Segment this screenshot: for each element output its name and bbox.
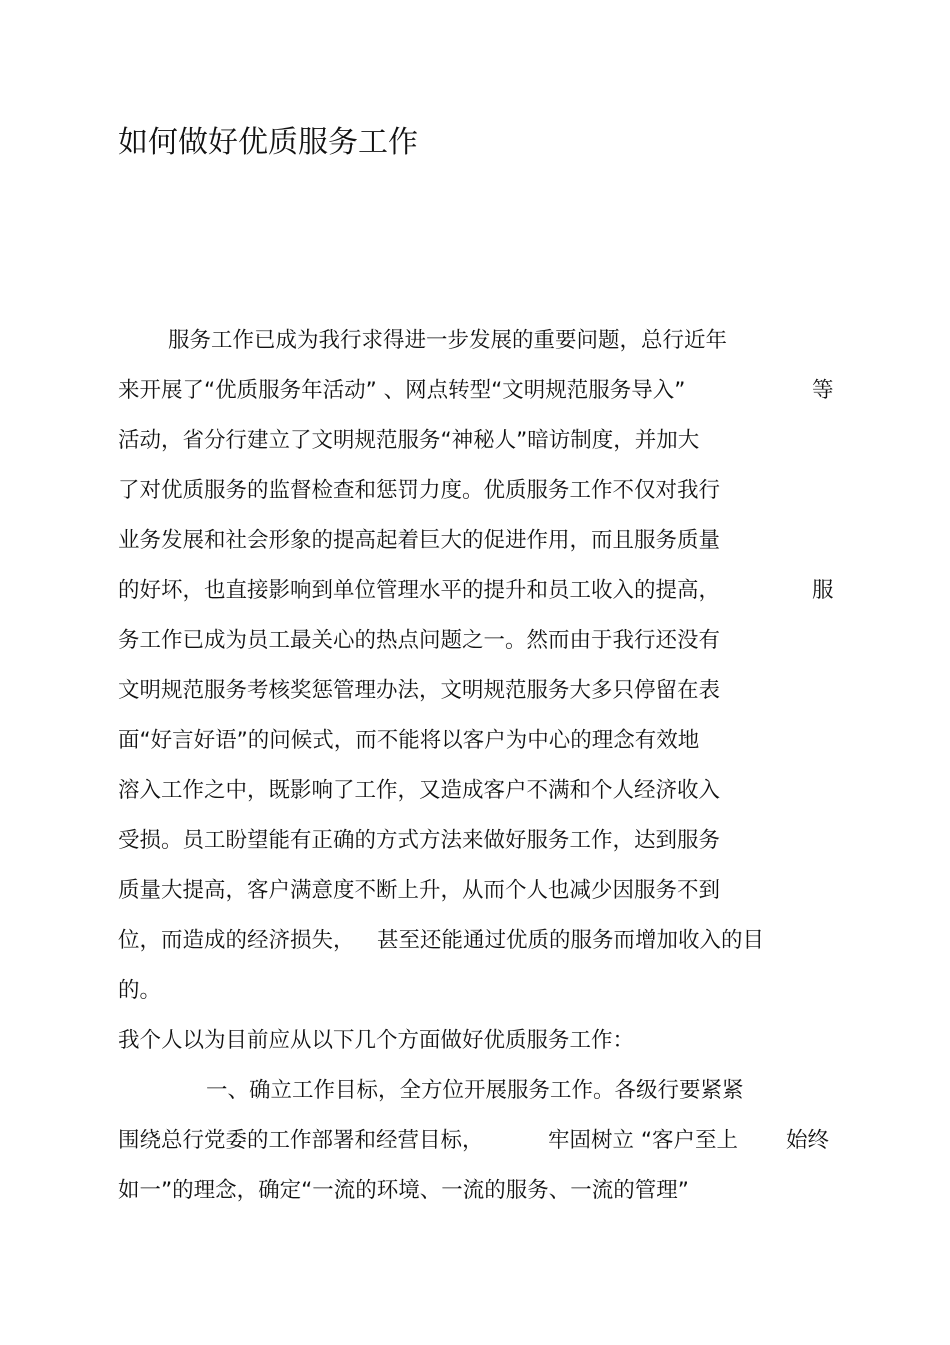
paragraph-line: 服务工作已成为我行求得进一步发展的重要问题，总行近年 (168, 328, 728, 353)
paragraph-line: 位，而造成的经济损失， (118, 928, 355, 953)
document-title: 如何做好优质服务工作 (118, 125, 418, 160)
paragraph-line: 业务发展和社会形象的提高起着巨大的促进作用，而且服务质量 (118, 528, 721, 553)
paragraph-line: 我个人以为目前应从以下几个方面做好优质服务工作： (118, 1028, 635, 1053)
paragraph-line: 一、确立工作目标，全方位开展服务工作。各级行要紧紧 (206, 1078, 744, 1103)
paragraph-line: 的。 (118, 978, 162, 1003)
paragraph-line: 受损。员工盼望能有正确的方式方法来做好服务工作，达到服务 (118, 828, 721, 853)
paragraph-line: 溶入工作之中，既影响了工作，又造成客户不满和个人经济收入 (118, 778, 721, 803)
paragraph-line: 等 (812, 378, 834, 403)
paragraph-line: 质量大提高，客户满意度不断上升，从而个人也减少因服务不到 (118, 878, 721, 903)
paragraph-line: 如一”的理念，确定“一流的环境、一流的服务、一流的管理” (118, 1178, 689, 1203)
paragraph-line: 服 (812, 578, 834, 603)
paragraph-line: 的好坏，也直接影响到单位管理水平的提升和员工收入的提高， (118, 578, 721, 603)
paragraph-line: 面“好言好语”的问候式，而不能将以客户为中心的理念有效地 (118, 728, 700, 753)
paragraph-line: 务工作已成为员工最关心的热点问题之一。然而由于我行还没有 (118, 628, 721, 653)
paragraph-line: 牢固树立 “客户至上 (548, 1128, 738, 1153)
paragraph-line: 始终 (786, 1128, 830, 1153)
paragraph-line: 围绕总行党委的工作部署和经营目标， (118, 1128, 484, 1153)
paragraph-line: 活动，省分行建立了文明规范服务“神秘人”暗访制度，并加大 (118, 428, 700, 453)
paragraph-line: 来开展了“优质服务年活动” 、网点转型“文明规范服务导入” (118, 378, 686, 403)
paragraph-line: 文明规范服务考核奖惩管理办法，文明规范服务大多只停留在表 (118, 678, 721, 703)
paragraph-line: 了对优质服务的监督检查和惩罚力度。优质服务工作不仅对我行 (118, 478, 721, 503)
paragraph-line: 甚至还能通过优质的服务而增加收入的目 (377, 928, 765, 953)
